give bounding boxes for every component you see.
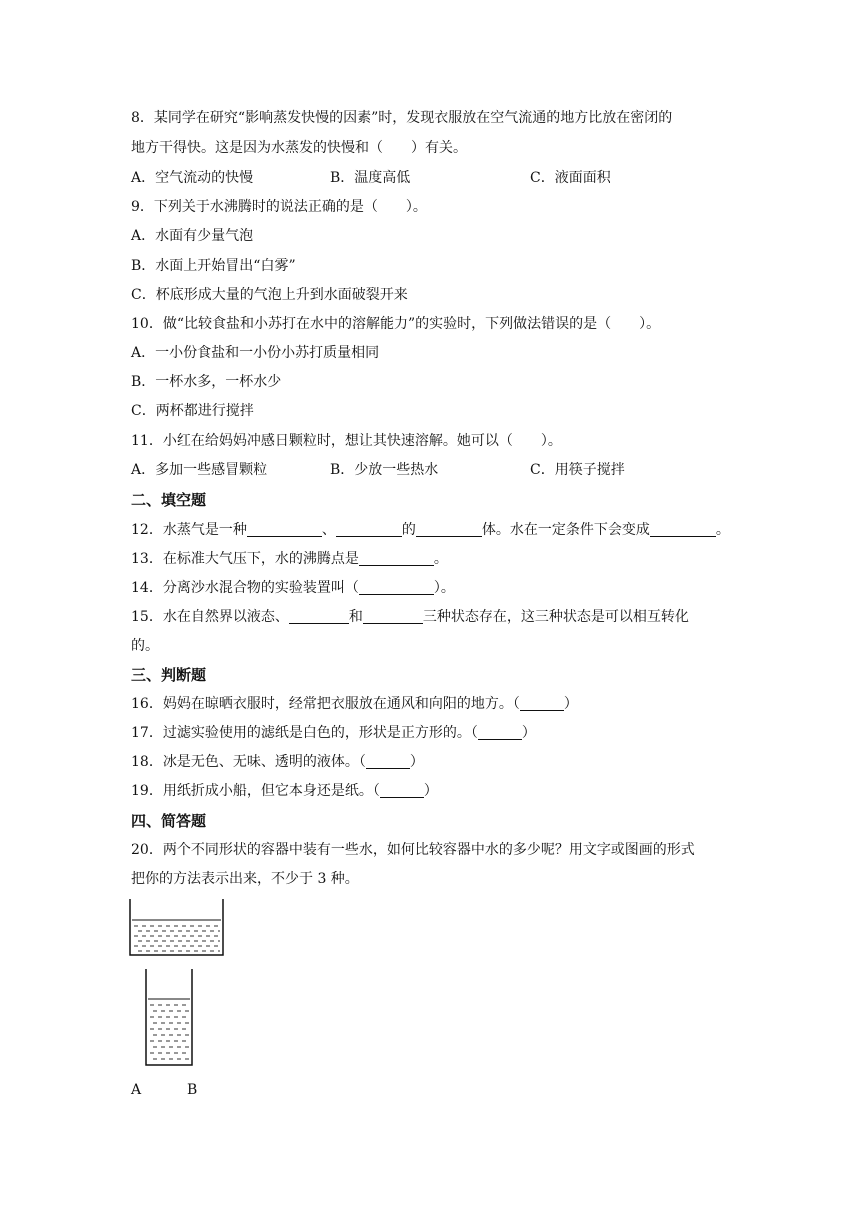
q18-text-2: ） [409, 754, 424, 770]
q8-option-b: B．温度高低 [330, 170, 411, 186]
q8-stem-line2: 地方干得快。这是因为水蒸发的快慢和（ ）有关。 [131, 140, 467, 156]
q10-stem: 10．做“比较食盐和小苏打在水中的溶解能力”的实验时，下列做法错误的是（ ）。 [131, 316, 661, 332]
figure-label-b: B [187, 1082, 198, 1098]
q18-text-1: 18．冰是无色、无味、透明的液体。（ [131, 754, 366, 770]
q16-text-2: ） [563, 696, 578, 712]
q9-option-c: C．杯底形成大量的气泡上升到水面破裂开来 [131, 287, 408, 303]
q18-blank[interactable] [366, 753, 410, 769]
q12-blank-1[interactable] [247, 521, 322, 537]
q20-stem-line1: 20．两个不同形状的容器中装有一些水，如何比较容器中水的多少呢？用文字或图画的形式 [131, 842, 695, 858]
section-title-fill-in: 二、填空题 [131, 491, 207, 509]
q14-line [131, 578, 455, 598]
q8-stem-line1: 8．某同学在研究“影响蒸发快慢的因素”时，发现衣服放在空气流通的地方比放在密闭的 [131, 110, 673, 126]
q14-blank[interactable] [359, 579, 434, 595]
q14-text-2: ）。 [433, 580, 455, 596]
section-title-true-false: 三、判断题 [131, 666, 207, 684]
q12-blank-3[interactable] [416, 521, 482, 537]
q11-option-c: C．用筷子搅拌 [530, 462, 625, 478]
q18-line [131, 752, 424, 772]
q15-blank-2[interactable] [363, 608, 423, 624]
q12-text-5: 。 [715, 522, 730, 538]
container-b-figure [143, 968, 195, 1068]
q12-text-4: 体。水在一定条件下会变成 [481, 522, 650, 538]
q17-line [131, 723, 536, 743]
q13-text-2: 。 [433, 551, 448, 567]
q20-stem-line2: 把你的方法表示出来，不少于 3 种。 [131, 871, 359, 887]
q12-blank-4[interactable] [650, 521, 716, 537]
q13-blank[interactable] [359, 550, 434, 566]
q10-option-a: A．一小份食盐和一小份小苏打质量相同 [131, 345, 380, 361]
q9-option-a: A．水面有少量气泡 [131, 228, 254, 244]
section-title-short-answer: 四、简答题 [131, 812, 207, 830]
q13-line [131, 549, 448, 569]
q11-option-a: A．多加一些感冒颗粒 [131, 462, 268, 478]
figure-label-a: A [131, 1082, 142, 1098]
q19-text-1: 19．用纸折成小船，但它本身还是纸。（ [131, 783, 380, 799]
q15-line1 [131, 607, 689, 627]
q17-text-2: ） [521, 725, 536, 741]
q15-text-2: 和 [348, 609, 363, 625]
q12-text-1: 12．水蒸气是一种 [131, 522, 247, 538]
q12-text-2: 、 [321, 522, 336, 538]
q9-stem: 9．下列关于水沸腾时的说法正确的是（ ）。 [131, 199, 427, 215]
q10-option-c: C．两杯都进行搅拌 [131, 403, 254, 419]
q16-text-1: 16．妈妈在晾晒衣服时，经常把衣服放在通风和向阳的地方。（ [131, 696, 520, 712]
q15-blank-1[interactable] [289, 608, 349, 624]
q9-option-b: B．水面上开始冒出“白雾” [131, 258, 296, 274]
q8-option-c: C．液面面积 [530, 170, 611, 186]
q13-text-1: 13．在标准大气压下，水的沸腾点是 [131, 551, 359, 567]
q19-blank[interactable] [380, 782, 424, 798]
q15-line2: 的。 [131, 638, 159, 654]
q11-option-b: B．少放一些热水 [330, 462, 439, 478]
container-a-figure [128, 898, 226, 958]
q12-blank-2[interactable] [336, 521, 402, 537]
q15-text-1: 15．水在自然界以液态、 [131, 609, 289, 625]
q14-text-1: 14．分离沙水混合物的实验装置叫（ [131, 580, 359, 596]
q15-text-3: 三种状态存在，这三种状态是可以相互转化 [422, 609, 689, 625]
q19-text-2: ） [423, 783, 438, 799]
q17-blank[interactable] [478, 724, 522, 740]
q11-stem: 11．小红在给妈妈冲感日颗粒时，想让其快速溶解。她可以（ ）。 [131, 433, 562, 449]
q16-line [131, 694, 578, 714]
q19-line [131, 781, 438, 801]
q12-text-3: 的 [401, 522, 416, 538]
q10-option-b: B．一杯水多，一杯水少 [131, 374, 282, 390]
q17-text-1: 17．过滤实验使用的滤纸是白色的，形状是正方形的。（ [131, 725, 478, 741]
q12-line [131, 520, 730, 540]
q16-blank[interactable] [520, 695, 564, 711]
q8-option-a: A．空气流动的快慢 [131, 170, 254, 186]
